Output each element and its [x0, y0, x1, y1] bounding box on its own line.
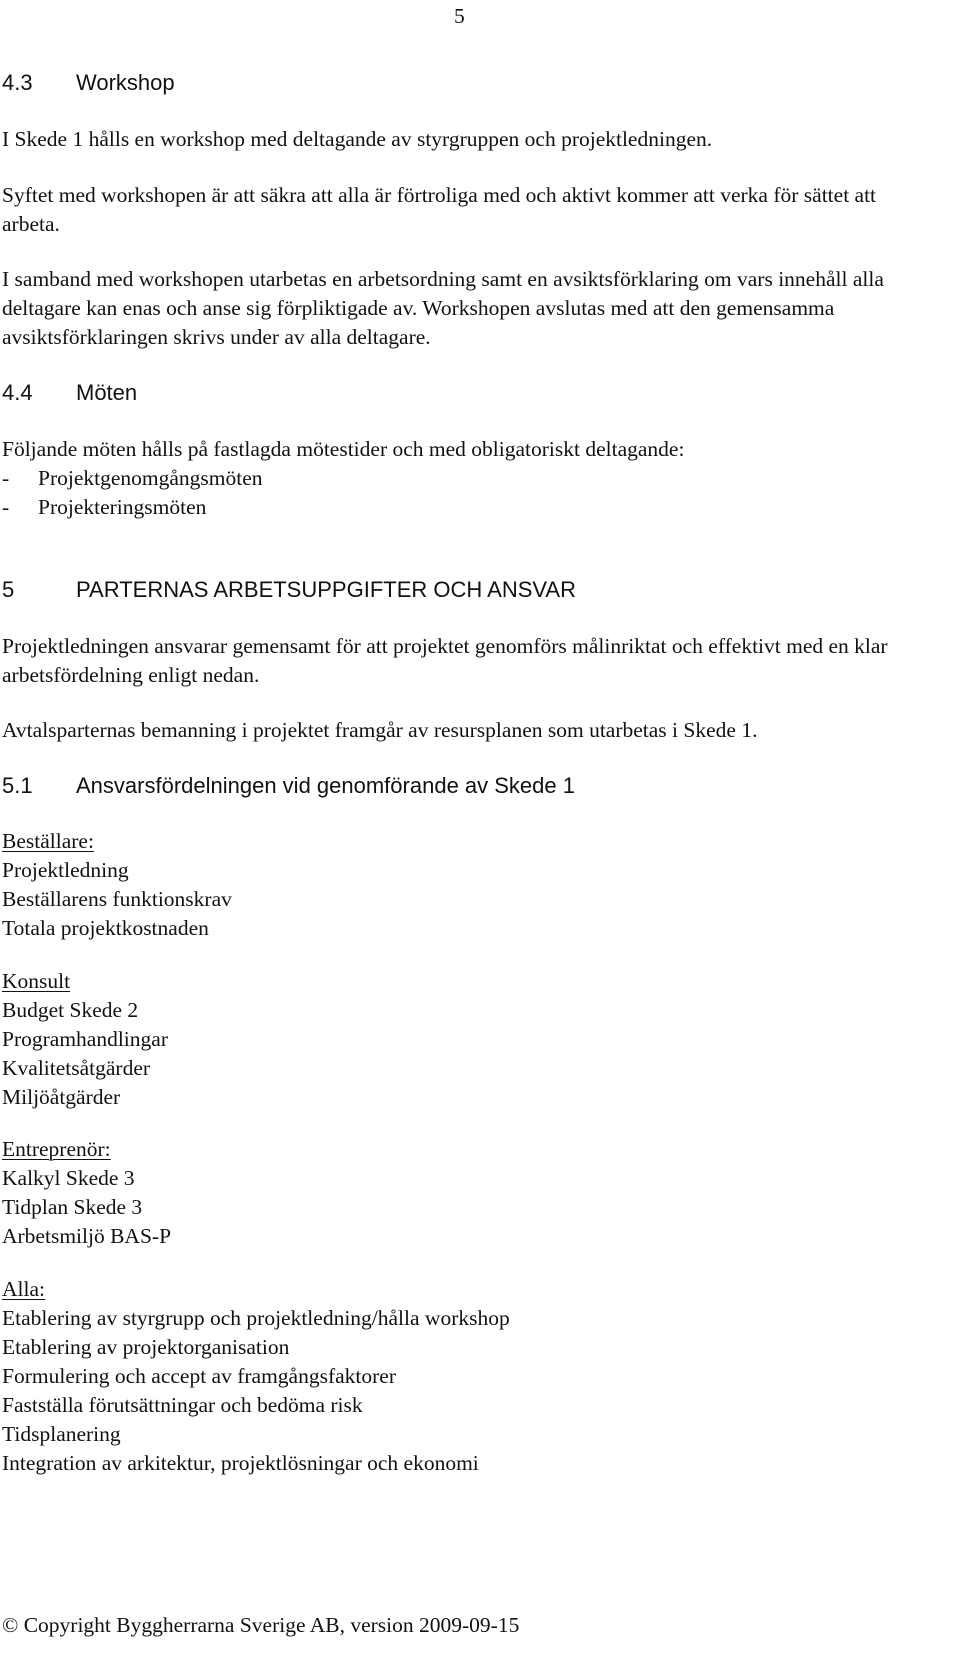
group-heading: Konsult — [2, 969, 71, 993]
heading-4-3 — [2, 70, 175, 96]
heading-number: 4.4 — [2, 380, 33, 405]
list-item: Tidsplanering — [2, 1422, 121, 1446]
list-item: Etablering av styrgrupp och projektledning/hålla workshop — [2, 1306, 510, 1330]
list-item: Arbetsmiljö BAS-P — [2, 1224, 172, 1248]
heading-4-4 — [2, 380, 137, 406]
paragraph: Syftet med workshopen är att säkra att alla är förtroliga med och aktivt kommer att verka för sättet att arbeta. — [2, 183, 877, 236]
list-item: Miljöåtgärder — [2, 1085, 121, 1109]
list-item: Beställarens funktionskrav — [2, 887, 232, 911]
heading-title: Workshop — [76, 70, 175, 95]
paragraph: Avtalsparternas bemanning i projektet framgår av resursplanen som utarbetas i Skede 1. — [2, 718, 758, 742]
dash-bullet: - — [2, 466, 10, 490]
group-heading: Alla: — [2, 1277, 45, 1301]
heading-number: 4.3 — [2, 70, 33, 95]
list-item: Totala projektkostnaden — [2, 916, 209, 940]
list-item: Kalkyl Skede 3 — [2, 1166, 135, 1190]
list-item: Programhandlingar — [2, 1027, 168, 1051]
paragraph: I samband med workshopen utarbetas en arbetsordning samt en avsiktsförklaring om vars innehåll alla deltagare kan enas och anse sig förpliktigade av. Workshopen avslutas med att den gemensamma avsiktsförklaringen skrivs under av alla deltagare. — [2, 267, 884, 349]
list-item: Tidplan Skede 3 — [2, 1195, 143, 1219]
responsibility-group-alla — [2, 1275, 510, 1478]
list-item: Fastställa förutsättningar och bedöma risk — [2, 1393, 363, 1417]
meetings-block — [2, 435, 684, 522]
page-number: 5 — [454, 4, 465, 28]
responsibility-group-bestallare — [2, 827, 232, 943]
paragraph: Projektledningen ansvarar gemensamt för att projektet genomförs målinriktat och effektivt med en klar arbetsfördelning enligt nedan. — [2, 634, 888, 687]
heading-5 — [2, 577, 576, 603]
meetings-intro: Följande möten hålls på fastlagda mötestider och med obligatoriskt deltagande: — [2, 437, 685, 461]
group-heading: Entreprenör: — [2, 1137, 111, 1161]
list-item: Integration av arkitektur, projektlösningar och ekonomi — [2, 1451, 479, 1475]
group-heading: Beställare: — [2, 829, 94, 853]
list-item: Etablering av projektorganisation — [2, 1335, 290, 1359]
list-item: - Projektgenomgångsmöten — [2, 464, 684, 493]
list-item: - Projekteringsmöten — [2, 493, 684, 522]
heading-title: Möten — [76, 380, 138, 405]
heading-title: Ansvarsfördelningen vid genomförande av Skede 1 — [76, 773, 575, 798]
list-item: Budget Skede 2 — [2, 998, 139, 1022]
list-item: Formulering och accept av framgångsfaktorer — [2, 1364, 397, 1388]
footer-copyright: © Copyright Byggherrarna Sverige AB, version 2009-09-15 — [2, 1613, 520, 1637]
heading-title: PARTERNAS ARBETSUPPGIFTER OCH ANSVAR — [76, 577, 576, 602]
dash-bullet: - — [2, 495, 10, 519]
list-item: Kvalitetsåtgärder — [2, 1056, 151, 1080]
responsibility-group-konsult — [2, 967, 168, 1112]
heading-number: 5 — [2, 577, 15, 602]
heading-5-1 — [2, 773, 575, 799]
heading-number: 5.1 — [2, 773, 33, 798]
responsibility-group-entreprenor — [2, 1135, 171, 1251]
list-item: Projektledning — [2, 858, 129, 882]
paragraph: I Skede 1 hålls en workshop med deltagande av styrgruppen och projektledningen. — [2, 127, 713, 151]
